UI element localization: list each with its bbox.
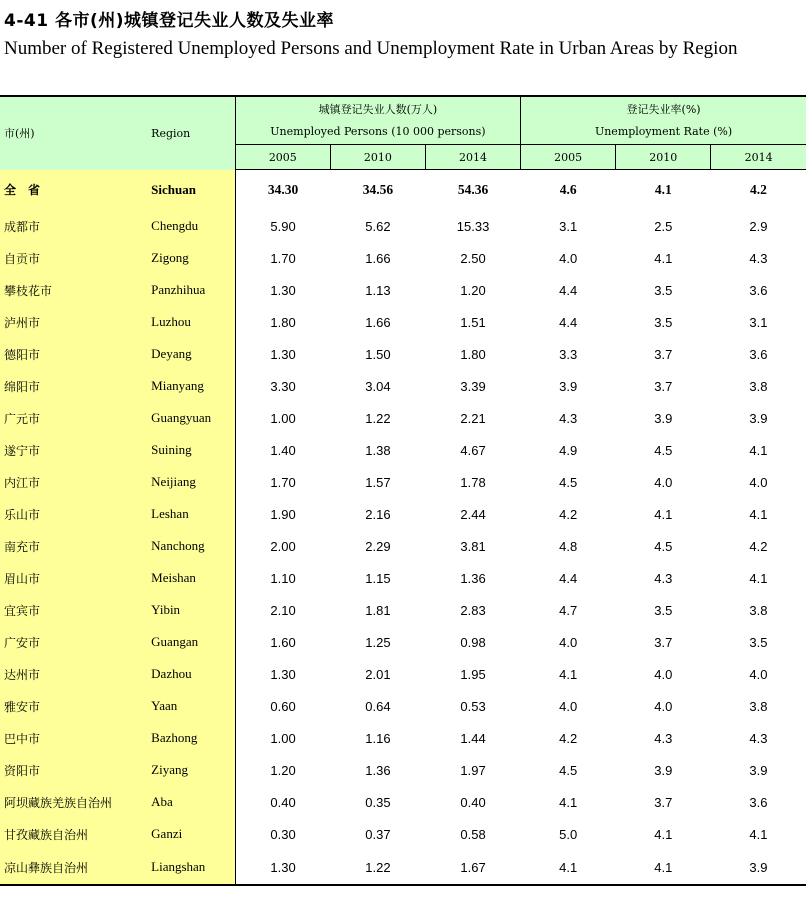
city-name-cn: 广安市 (0, 626, 140, 658)
unemployed-persons-cell: 4.67 (460, 442, 486, 458)
unemployment-rate-cell: 2.9 (749, 218, 768, 234)
region-name-en: Luzhou (140, 306, 235, 338)
unemployed-persons-cell: 3.81 (460, 538, 486, 554)
unemployment-rate-cell: 3.9 (559, 378, 578, 394)
city-name-cn: 德阳市 (0, 338, 140, 370)
unemployment-rate-cell: 3.9 (711, 850, 806, 885)
unemployed-persons-cell: 2.44 (460, 506, 486, 522)
table-row (0, 402, 806, 434)
region-name-en: Guangyuan (140, 402, 235, 434)
unemployed-persons-cell: 1.16 (365, 730, 391, 746)
region-name-en: Panzhihua (140, 274, 235, 306)
region-column-header: Region (140, 96, 235, 170)
unemployment-rate-cell: 3.6 (749, 282, 768, 298)
unemployment-rate-cell: 4.2 (749, 538, 768, 554)
unemployment-rate-cell: 4.2 (559, 506, 578, 522)
unemployed-persons-cell: 3.39 (460, 378, 486, 394)
unemployment-rate-cell: 4.5 (559, 762, 578, 778)
year-header: 2010 (616, 145, 711, 170)
unemployment-rate-cell: 3.1 (559, 218, 578, 234)
unemployed-persons-cell: 1.80 (460, 346, 486, 362)
city-name-cn: 乐山市 (0, 498, 140, 530)
city-name-cn: 南充市 (0, 530, 140, 562)
city-name-cn: 绵阳市 (0, 370, 140, 402)
unemployed-persons-cell: 2.50 (460, 250, 486, 266)
table-row (0, 594, 806, 626)
unemployment-rate-cell: 4.3 (654, 570, 673, 586)
unemployment-rate-cell: 4.1 (521, 850, 616, 885)
table-row (0, 498, 806, 530)
unemployment-rate-cell: 4.8 (559, 538, 578, 554)
table-row (0, 786, 806, 818)
unemployment-rate-cell: 4.1 (654, 826, 673, 842)
unemployment-rate-cell: 4.2 (749, 182, 767, 197)
unemployed-persons-cell: 0.58 (460, 826, 486, 842)
city-name-cn: 资阳市 (0, 754, 140, 786)
unemployment-rate-cell: 4.1 (749, 442, 768, 458)
unemployment-rate-cell: 2.5 (654, 218, 673, 234)
city-name-cn: 遂宁市 (0, 434, 140, 466)
unemployed-persons-header (235, 96, 520, 145)
unemployed-persons-cell: 0.40 (235, 786, 330, 818)
unemployment-rate-cell: 3.9 (654, 410, 673, 426)
unemployment-rate-cell: 4.5 (559, 474, 578, 490)
unemployment-rate-cell: 4.3 (749, 730, 768, 746)
unemployment-rate-cell: 3.7 (654, 378, 673, 394)
unemployment-rate-header (521, 96, 806, 145)
unemployed-persons-cell: 1.30 (235, 338, 330, 370)
table-row (0, 754, 806, 786)
city-name-cn: 眉山市 (0, 562, 140, 594)
city-name-cn: 宜宾市 (0, 594, 140, 626)
unemployment-rate-header-cn: 登记失业率(%) (626, 102, 701, 116)
unemployment-rate-cell: 3.9 (749, 762, 768, 778)
region-name-en: Leshan (140, 498, 235, 530)
unemployed-persons-cell: 1.80 (235, 306, 330, 338)
year-header: 2010 (330, 145, 425, 170)
unemployment-rate-cell: 4.6 (559, 182, 577, 197)
region-name-en: Ganzi (140, 818, 235, 850)
unemployed-persons-cell: 1.66 (365, 314, 391, 330)
year-header: 2005 (235, 145, 330, 170)
unemployed-persons-cell: 34.56 (362, 182, 394, 197)
unemployment-rate-cell: 4.0 (749, 666, 768, 682)
region-name-en: Yibin (140, 594, 235, 626)
region-name-en: Ziyang (140, 754, 235, 786)
unemployment-rate-cell: 4.2 (559, 730, 578, 746)
year-header: 2005 (521, 145, 616, 170)
city-name-cn: 雅安市 (0, 690, 140, 722)
unemployment-rate-cell: 4.1 (749, 506, 768, 522)
city-name-cn: 泸州市 (0, 306, 140, 338)
table-row (0, 274, 806, 306)
unemployed-persons-header-cn: 城镇登记失业人数(万人) (318, 102, 438, 116)
unemployed-persons-cell: 0.30 (235, 818, 330, 850)
city-name-cn: 广元市 (0, 402, 140, 434)
unemployment-rate-cell: 3.5 (654, 602, 673, 618)
unemployed-persons-cell: 1.90 (235, 498, 330, 530)
region-name-en: Guangan (140, 626, 235, 658)
page-title-cn: 4-41 各市(州)城镇登记失业人数及失业率 (4, 11, 334, 31)
unemployed-persons-cell: 0.53 (460, 698, 486, 714)
unemployed-persons-cell: 1.70 (235, 466, 330, 498)
unemployment-rate-cell: 4.1 (654, 250, 673, 266)
city-column-header: 市(州) (0, 96, 140, 170)
unemployed-persons-cell: 1.78 (460, 474, 486, 490)
city-name-cn: 内江市 (0, 466, 140, 498)
unemployment-rate-cell: 4.0 (654, 698, 673, 714)
unemployed-persons-cell: 3.04 (365, 378, 391, 394)
region-name-en: Liangshan (140, 850, 235, 885)
city-name-cn: 阿坝藏族羌族自治州 (0, 786, 140, 818)
unemployed-persons-cell: 1.67 (425, 850, 520, 885)
region-name-en: Nanchong (140, 530, 235, 562)
unemployment-rate-cell: 3.9 (654, 762, 673, 778)
unemployment-rate-cell: 3.5 (654, 282, 673, 298)
unemployment-rate-cell: 4.1 (559, 794, 578, 810)
unemployed-persons-cell: 5.90 (235, 210, 330, 242)
unemployed-persons-cell: 1.22 (330, 850, 425, 885)
unemployment-rate-cell: 3.7 (654, 346, 673, 362)
unemployed-persons-cell: 0.98 (460, 634, 486, 650)
unemployed-persons-cell: 1.60 (235, 626, 330, 658)
region-name-en: Bazhong (140, 722, 235, 754)
unemployment-rate-cell: 4.1 (616, 850, 711, 885)
unemployment-rate-cell: 4.4 (559, 314, 578, 330)
unemployment-rate-cell: 3.9 (749, 410, 768, 426)
unemployment-rate-cell: 4.0 (559, 634, 578, 650)
unemployment-rate-cell: 4.4 (559, 570, 578, 586)
region-name-en: Sichuan (140, 170, 235, 211)
table-row (0, 818, 806, 850)
unemployment-rate-cell: 3.5 (654, 314, 673, 330)
table-row (0, 850, 806, 885)
city-name-cn: 自贡市 (0, 242, 140, 274)
unemployment-rate-cell: 4.3 (654, 730, 673, 746)
unemployed-persons-cell: 1.30 (235, 658, 330, 690)
region-name-en: Dazhou (140, 658, 235, 690)
city-name-cn: 凉山彝族自治州 (0, 850, 140, 885)
city-name-cn: 成都市 (0, 210, 140, 242)
year-header: 2014 (711, 145, 806, 170)
table-row (0, 690, 806, 722)
region-name-en: Zigong (140, 242, 235, 274)
table-row (0, 434, 806, 466)
unemployment-rate-cell: 4.1 (654, 182, 672, 197)
unemployment-rate-cell: 4.5 (654, 538, 673, 554)
table-row (0, 210, 806, 242)
unemployed-persons-cell: 0.35 (365, 794, 391, 810)
year-header: 2014 (425, 145, 520, 170)
table-row (0, 466, 806, 498)
unemployed-persons-cell: 1.38 (365, 442, 391, 458)
unemployed-persons-cell: 1.15 (365, 570, 391, 586)
unemployment-rate-cell: 4.0 (559, 250, 578, 266)
unemployed-persons-cell: 1.00 (235, 402, 330, 434)
table-row (0, 306, 806, 338)
unemployment-rate-cell: 3.6 (749, 794, 768, 810)
unemployed-persons-cell: 1.40 (235, 434, 330, 466)
unemployed-persons-cell: 54.36 (457, 182, 489, 197)
unemployment-rate-cell: 3.3 (559, 346, 578, 362)
unemployed-persons-cell: 2.00 (235, 530, 330, 562)
unemployed-persons-header-en: Unemployed Persons (10 000 persons) (270, 124, 486, 138)
unemployed-persons-cell: 1.22 (365, 410, 391, 426)
table-row (0, 242, 806, 274)
unemployed-persons-cell: 1.50 (365, 346, 391, 362)
unemployed-persons-cell: 2.29 (365, 538, 391, 554)
region-name-en: Deyang (140, 338, 235, 370)
unemployment-rate-cell: 4.1 (559, 666, 578, 682)
region-name-en: Suining (140, 434, 235, 466)
unemployed-persons-cell: 1.66 (365, 250, 391, 266)
unemployment-rate-cell: 3.7 (654, 794, 673, 810)
unemployment-rate-cell: 3.1 (749, 314, 768, 330)
unemployed-persons-cell: 1.97 (460, 762, 486, 778)
unemployed-persons-cell: 1.00 (235, 722, 330, 754)
unemployed-persons-cell: 0.40 (460, 794, 486, 810)
table-row (0, 722, 806, 754)
region-name-en: Mianyang (140, 370, 235, 402)
unemployed-persons-cell: 0.60 (235, 690, 330, 722)
unemployed-persons-cell: 2.10 (235, 594, 330, 626)
unemployed-persons-cell: 1.25 (365, 634, 391, 650)
city-name-cn: 巴中市 (0, 722, 140, 754)
unemployment-rate-cell: 3.7 (654, 634, 673, 650)
region-name-en: Meishan (140, 562, 235, 594)
unemployed-persons-cell: 2.16 (365, 506, 391, 522)
unemployed-persons-cell: 2.21 (460, 410, 486, 426)
unemployment-rate-cell: 4.1 (654, 506, 673, 522)
unemployed-persons-cell: 1.51 (460, 314, 486, 330)
table-row (0, 562, 806, 594)
city-name-cn: 达州市 (0, 658, 140, 690)
unemployment-rate-cell: 3.8 (749, 602, 768, 618)
unemployment-rate-cell: 4.3 (559, 410, 578, 426)
unemployed-persons-cell: 3.30 (235, 370, 330, 402)
unemployed-persons-cell: 1.81 (365, 602, 391, 618)
unemployed-persons-cell: 1.10 (235, 562, 330, 594)
unemployed-persons-cell: 2.01 (365, 666, 391, 682)
unemployment-rate-cell: 3.5 (749, 634, 768, 650)
unemployment-table (0, 95, 806, 886)
unemployment-rate-cell: 4.7 (559, 602, 578, 618)
unemployed-persons-cell: 15.33 (456, 218, 490, 234)
unemployment-rate-header-en: Unemployment Rate (%) (594, 124, 733, 138)
unemployed-persons-cell: 1.20 (460, 282, 486, 298)
unemployed-persons-cell: 2.83 (460, 602, 486, 618)
unemployed-persons-cell: 0.37 (365, 826, 391, 842)
unemployed-persons-cell: 1.30 (235, 274, 330, 306)
unemployment-rate-cell: 4.0 (654, 474, 673, 490)
table-row (0, 626, 806, 658)
unemployment-rate-cell: 4.9 (559, 442, 578, 458)
unemployment-rate-cell: 4.0 (559, 698, 578, 714)
city-name-cn: 全 省 (0, 170, 140, 211)
unemployed-persons-cell: 0.64 (365, 698, 391, 714)
unemployment-rate-cell: 3.8 (749, 378, 768, 394)
unemployment-rate-cell: 4.0 (749, 474, 768, 490)
unemployment-rate-cell: 4.4 (559, 282, 578, 298)
table-row (0, 370, 806, 402)
unemployment-rate-cell: 4.1 (749, 570, 768, 586)
city-name-cn: 甘孜藏族自治州 (0, 818, 140, 850)
unemployed-persons-cell: 1.44 (460, 730, 486, 746)
page-title-en: Number of Registered Unemployed Persons and Unemployment Rate in Urban Areas by Region (4, 38, 738, 59)
unemployment-rate-cell: 5.0 (559, 826, 578, 842)
unemployment-rate-cell: 4.5 (654, 442, 673, 458)
unemployment-rate-cell: 4.1 (749, 826, 768, 842)
unemployment-rate-cell: 4.0 (654, 666, 673, 682)
unemployed-persons-cell: 1.57 (365, 474, 391, 490)
unemployed-persons-cell: 1.36 (365, 762, 391, 778)
region-name-en: Aba (140, 786, 235, 818)
unemployed-persons-cell: 1.20 (235, 754, 330, 786)
unemployed-persons-cell: 34.30 (235, 170, 330, 211)
table-row (0, 338, 806, 370)
table-row-total (0, 170, 806, 211)
unemployed-persons-cell: 1.70 (235, 242, 330, 274)
unemployed-persons-cell: 1.36 (460, 570, 486, 586)
region-name-en: Chengdu (140, 210, 235, 242)
unemployed-persons-cell: 1.13 (365, 282, 391, 298)
region-name-en: Yaan (140, 690, 235, 722)
unemployment-rate-cell: 3.6 (749, 346, 768, 362)
table-row (0, 530, 806, 562)
city-name-cn: 攀枝花市 (0, 274, 140, 306)
table-row (0, 658, 806, 690)
region-name-en: Neijiang (140, 466, 235, 498)
unemployment-rate-cell: 4.3 (749, 250, 768, 266)
unemployed-persons-cell: 1.30 (235, 850, 330, 885)
unemployed-persons-cell: 5.62 (365, 218, 391, 234)
unemployment-rate-cell: 3.8 (749, 698, 768, 714)
unemployed-persons-cell: 1.95 (460, 666, 486, 682)
